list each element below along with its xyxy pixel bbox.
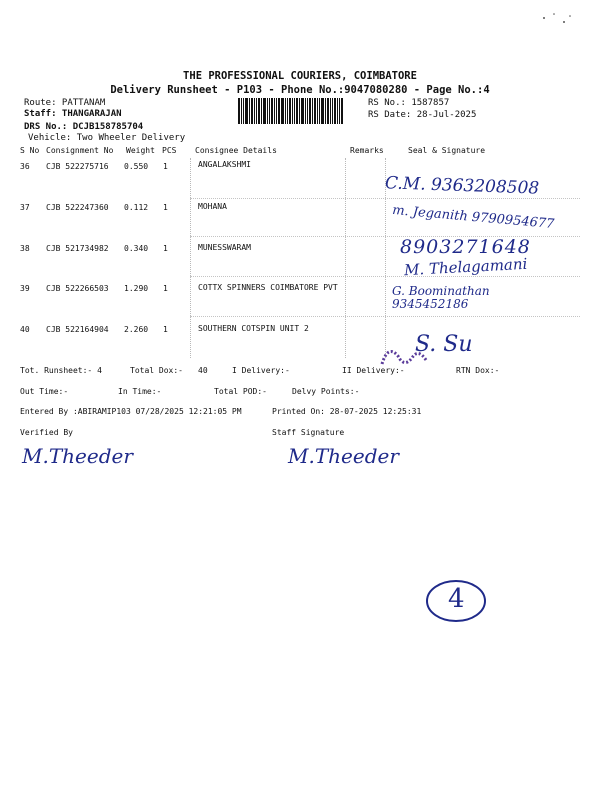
staff-label: Staff: THANGARAJAN <box>24 109 122 119</box>
barcode-bar <box>254 98 255 124</box>
barcode-bar <box>321 98 324 124</box>
grid-line <box>190 158 191 358</box>
handwritten-note: G. Boominathan 9345452186 <box>392 284 490 311</box>
entered-by: Entered By :ABIRAMIP103 07/28/2025 12:21:05 PM <box>20 407 242 416</box>
barcode-bar <box>269 98 270 124</box>
table-row-pcs: 1 <box>163 244 168 253</box>
barcode-bar <box>317 98 318 124</box>
table-row-sno: 40 <box>20 325 30 334</box>
handwritten-note: m. Jeganith 9790954677 <box>391 202 555 233</box>
total-dox-label: Total Dox:- <box>130 366 183 375</box>
barcode-bar <box>238 98 240 124</box>
col-header-sno: S No <box>20 146 40 155</box>
verified-by-label: Verified By <box>20 428 73 437</box>
table-row-sno: 37 <box>20 203 30 212</box>
vehicle-label: Vehicle: Two Wheeler Delivery <box>28 133 186 143</box>
barcode-bar <box>305 98 306 124</box>
staff-signature: M.Theeder <box>288 444 399 468</box>
barcode-bar <box>341 98 343 124</box>
table-row-consignee: MUNESSWARAM <box>198 243 251 252</box>
barcode-bar <box>245 98 248 124</box>
barcode-bar <box>263 98 266 124</box>
table-row-sno: 38 <box>20 244 30 253</box>
barcode-bar <box>251 98 253 124</box>
table-row-weight: 0.112 <box>124 203 149 212</box>
barcode-bar <box>332 98 333 124</box>
table-row-consignee: ANGALAKSHMI <box>198 160 251 169</box>
barcode-bar <box>258 98 260 124</box>
ii-delivery-label: II Delivery:- <box>342 366 405 375</box>
grid-line <box>190 276 580 277</box>
total-runsheet: Tot. Runsheet:- 4 <box>20 366 102 375</box>
barcode-bar <box>312 98 313 124</box>
runsheet-subtitle: Delivery Runsheet - P103 - Phone No.:9047080280 - Page No.:4 <box>110 84 490 96</box>
barcode-bar <box>261 98 262 124</box>
barcode-bar <box>271 98 273 124</box>
page-circle-number: 4 <box>448 584 465 614</box>
barcode-bar <box>337 98 338 124</box>
barcode-bar <box>294 98 295 124</box>
table-row-consignment: CJB 522247360 <box>46 203 109 212</box>
barcode-bar <box>289 98 291 124</box>
grid-line <box>190 316 580 317</box>
handwritten-note: 8903271648 <box>400 236 531 258</box>
table-row-pcs: 1 <box>163 162 168 171</box>
drs-number: DRS No.: DCJB158785704 <box>24 122 144 132</box>
handwritten-note: M. Thelagamani <box>403 254 528 280</box>
scan-specks <box>536 8 576 32</box>
table-row-sno: 36 <box>20 162 30 171</box>
rs-number: RS No.: 1587857 <box>368 98 450 108</box>
col-header-seal: Seal & Signature <box>408 146 486 155</box>
barcode-bar <box>296 98 298 124</box>
barcode-bar <box>281 98 284 124</box>
table-row-consignment: CJB 521734982 <box>46 244 109 253</box>
barcode-bar <box>287 98 288 124</box>
out-time-label: Out Time:- <box>20 387 69 396</box>
verified-signature: M.Theeder <box>22 444 133 468</box>
table-row-sno: 39 <box>20 284 30 293</box>
total-dox-value: 40 <box>198 366 208 375</box>
barcode-bar <box>319 98 320 124</box>
barcode-bar <box>249 98 250 124</box>
barcode-bar <box>325 98 326 124</box>
table-row-consignment: CJB 522275716 <box>46 162 109 171</box>
table-row-weight: 2.260 <box>124 325 149 334</box>
barcode-bar <box>243 98 244 124</box>
table-row-consignment: CJB 522164904 <box>46 325 109 334</box>
col-header-weight: Weight <box>126 146 155 155</box>
total-pod-label: Total POD:- <box>214 387 267 396</box>
table-row-weight: 1.290 <box>124 284 149 293</box>
table-row-pcs: 1 <box>163 284 168 293</box>
barcode-bar <box>274 98 275 124</box>
col-header-consignment: Consignment No <box>46 146 114 155</box>
col-header-pcs: PCS <box>162 146 177 155</box>
col-header-consignee: Consignee Details <box>195 146 277 155</box>
barcode-bar <box>267 98 268 124</box>
table-row-weight: 0.340 <box>124 244 149 253</box>
barcode-bar <box>334 98 336 124</box>
barcode-bar <box>307 98 308 124</box>
table-row-consignment: CJB 522266503 <box>46 284 109 293</box>
barcode <box>238 98 358 124</box>
barcode-bar <box>256 98 257 124</box>
barcode-bar <box>292 98 293 124</box>
table-row-pcs: 1 <box>163 203 168 212</box>
grid-line <box>190 198 580 199</box>
table-row-pcs: 1 <box>163 325 168 334</box>
printed-on: Printed On: 28-07-2025 12:25:31 <box>272 407 422 416</box>
barcode-bar <box>299 98 300 124</box>
rtn-dox-label: RTN Dox:- <box>456 366 500 375</box>
table-row-weight: 0.550 <box>124 162 149 171</box>
table-row-consignee: MOHANA <box>198 202 227 211</box>
barcode-bar <box>278 98 280 124</box>
barcode-bar <box>309 98 311 124</box>
barcode-bar <box>339 98 340 124</box>
barcode-bar <box>327 98 329 124</box>
handwritten-signature: S. Su <box>415 332 473 357</box>
barcode-bar <box>276 98 277 124</box>
handwritten-note: C.M. 9363208508 <box>384 173 540 199</box>
table-row-consignee: SOUTHERN COTSPIN UNIT 2 <box>198 324 309 333</box>
rs-date: RS Date: 28-Jul-2025 <box>368 110 477 120</box>
barcode-bar <box>301 98 304 124</box>
barcode-bar <box>285 98 286 124</box>
barcode-bar <box>330 98 331 124</box>
barcode-bar <box>241 98 242 124</box>
i-delivery-label: I Delivery:- <box>232 366 290 375</box>
delvy-points-label: Delvy Points:- <box>292 387 360 396</box>
in-time-label: In Time:- <box>118 387 162 396</box>
route-label: Route: PATTANAM <box>24 98 106 108</box>
col-header-remarks: Remarks <box>350 146 384 155</box>
grid-line <box>345 158 346 358</box>
table-row-consignee: COTTX SPINNERS COIMBATORE PVT <box>198 283 338 292</box>
barcode-bar <box>314 98 316 124</box>
company-title: THE PROFESSIONAL COURIERS, COIMBATORE <box>183 70 417 82</box>
staff-signature-label: Staff Signature <box>272 428 345 437</box>
